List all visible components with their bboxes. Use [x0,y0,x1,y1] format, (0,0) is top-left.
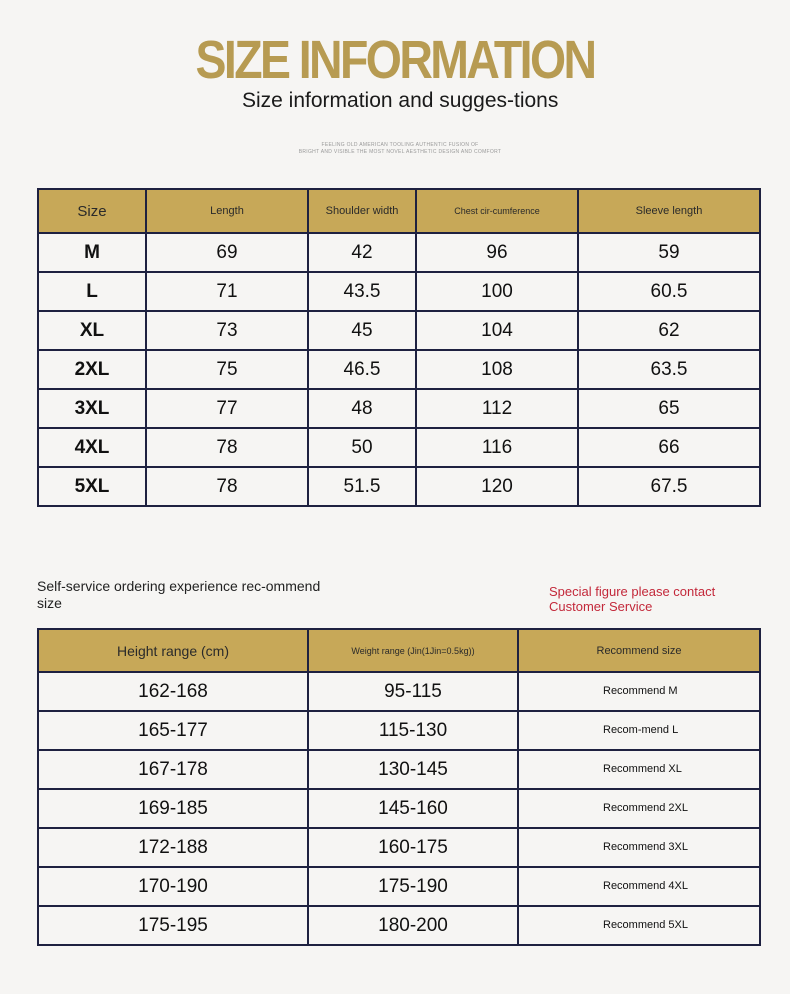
size-cell: XL [38,311,146,350]
table-row [38,389,760,428]
recommend-cell: Recommend 4XL [518,867,760,906]
table-row [38,750,760,789]
sleeve-cell: 66 [578,428,760,467]
table-row [38,467,760,506]
height-cell: 172-188 [38,828,308,867]
recommend-cell: Recom-mend L [518,711,760,750]
height-cell: 169-185 [38,789,308,828]
size-cell: 2XL [38,350,146,389]
shoulder-cell: 43.5 [308,272,416,311]
table-row [38,272,760,311]
size-table [37,188,761,507]
header-recommend-size: Recommend size [518,629,760,672]
header-chest-circumference: Chest cir-cumference [416,189,578,233]
weight-cell: 145-160 [308,789,518,828]
table-row [38,711,760,750]
sleeve-cell: 63.5 [578,350,760,389]
shoulder-cell: 48 [308,389,416,428]
recommend-cell: Recommend XL [518,750,760,789]
length-cell: 78 [146,467,308,506]
weight-cell: 115-130 [308,711,518,750]
table-row [38,311,760,350]
chest-cell: 100 [416,272,578,311]
weight-cell: 160-175 [308,828,518,867]
size-cell: L [38,272,146,311]
header-weight-range: Weight range (Jin(1Jin=0.5kg)) [308,629,518,672]
header-sleeve-length: Sleeve length [578,189,760,233]
table-row [38,828,760,867]
shoulder-cell: 46.5 [308,350,416,389]
height-cell: 165-177 [38,711,308,750]
weight-cell: 180-200 [308,906,518,945]
recommend-table-header-row [38,629,760,672]
shoulder-cell: 51.5 [308,467,416,506]
sleeve-cell: 67.5 [578,467,760,506]
tagline-line-1: FEELING OLD AMERICAN TOOLING AUTHENTIC FUSION OF [321,142,479,148]
weight-cell: 175-190 [308,867,518,906]
table-row [38,428,760,467]
shoulder-cell: 45 [308,311,416,350]
sleeve-cell: 60.5 [578,272,760,311]
recommend-section-label: Self-service ordering experience rec-ommend size [37,578,321,611]
chest-cell: 108 [416,350,578,389]
weight-cell: 130-145 [308,750,518,789]
header-length: Length [146,189,308,233]
length-cell: 77 [146,389,308,428]
table-row [38,672,760,711]
tagline-line-2: BRIGHT AND VISIBLE THE MOST NOVEL AESTHETIC DESIGN AND COMFORT [298,149,502,155]
shoulder-cell: 42 [308,233,416,272]
page-title: SIZE INFORMATION [195,30,595,90]
recommend-cell: Recommend 2XL [518,789,760,828]
length-cell: 69 [146,233,308,272]
table-row [38,233,760,272]
header-size: Size [38,189,146,233]
header-shoulder-width: Shoulder width [308,189,416,233]
length-cell: 73 [146,311,308,350]
table-row [38,789,760,828]
sleeve-cell: 62 [578,311,760,350]
size-cell: 4XL [38,428,146,467]
recommend-cell: Recommend M [518,672,760,711]
chest-cell: 116 [416,428,578,467]
table-row [38,867,760,906]
special-figure-note: Special figure please contact Customer Service [549,584,716,614]
size-cell: 5XL [38,467,146,506]
height-cell: 167-178 [38,750,308,789]
size-cell: M [38,233,146,272]
chest-cell: 104 [416,311,578,350]
size-cell: 3XL [38,389,146,428]
length-cell: 75 [146,350,308,389]
chest-cell: 112 [416,389,578,428]
weight-cell: 95-115 [308,672,518,711]
length-cell: 71 [146,272,308,311]
height-cell: 170-190 [38,867,308,906]
table-row [38,906,760,945]
chest-cell: 120 [416,467,578,506]
chest-cell: 96 [416,233,578,272]
recommend-table [37,628,761,946]
page-subtitle: Size information and sugges-tions [242,89,559,112]
sleeve-cell: 59 [578,233,760,272]
sleeve-cell: 65 [578,389,760,428]
header-height-range: Height range (cm) [38,629,308,672]
recommend-cell: Recommend 3XL [518,828,760,867]
shoulder-cell: 50 [308,428,416,467]
recommend-cell: Recommend 5XL [518,906,760,945]
table-row [38,350,760,389]
height-cell: 175-195 [38,906,308,945]
size-table-header-row [38,189,760,233]
length-cell: 78 [146,428,308,467]
height-cell: 162-168 [38,672,308,711]
